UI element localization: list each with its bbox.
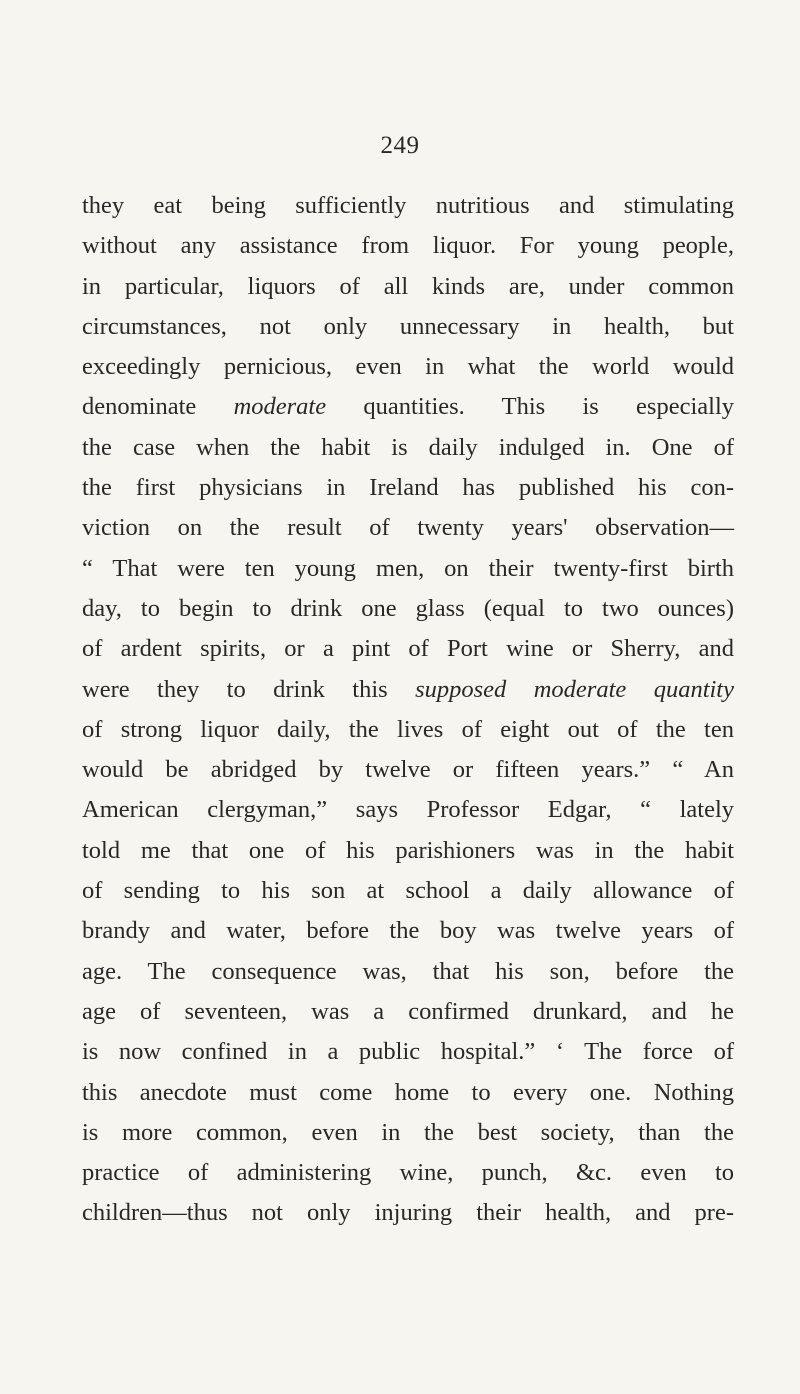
text-line: of strong liquor daily, the lives of eight out of the ten bbox=[82, 715, 734, 743]
body-text bbox=[82, 186, 734, 1234]
text-line: told me that one of his parishioners was in the habit bbox=[82, 836, 734, 864]
italic-text: supposed moderate quantity bbox=[415, 675, 734, 703]
text-line: of sending to his son at school a daily allowance of bbox=[82, 877, 734, 905]
text-line: this anecdote must come home to every one. Nothing bbox=[82, 1078, 734, 1106]
text-line: children—thus not only injuring their health, and pre- bbox=[82, 1199, 734, 1227]
text-line: is more common, even in the best society, than the bbox=[82, 1118, 734, 1146]
text-line: day, to begin to drink one glass (equal to two ounces) bbox=[82, 594, 734, 622]
text-line: in particular, liquors of all kinds are, under common bbox=[82, 272, 734, 300]
text-line: would be abridged by twelve or fifteen years.” “ An bbox=[82, 756, 734, 784]
text-line: age of seventeen, was a confirmed drunkard, and he bbox=[82, 997, 734, 1025]
text-line: the case when the habit is daily indulged in. One of bbox=[82, 433, 734, 461]
text-line: American clergyman,” says Professor Edgar, “ lately bbox=[82, 796, 734, 824]
text-line: of ardent spirits, or a pint of Port wine or Sherry, and bbox=[82, 635, 734, 663]
text-line: without any assistance from liquor. For young people, bbox=[82, 232, 734, 260]
text-line: circumstances, not only unnecessary in health, but bbox=[82, 312, 734, 340]
text-line: is now confined in a public hospital.” ‘ The force of bbox=[82, 1038, 734, 1066]
text-line: “ That were ten young men, on their twenty-first birth bbox=[82, 554, 734, 582]
page-number: 249 bbox=[380, 132, 420, 159]
text-line: were they to drink this supposed moderate quantity bbox=[82, 675, 734, 703]
text-line: the first physicians in Ireland has published his con- bbox=[82, 474, 734, 502]
text-line: practice of administering wine, punch, &c. even to bbox=[82, 1159, 734, 1187]
text-line: denominate moderate quantities. This is especially bbox=[82, 393, 735, 421]
text-line: viction on the result of twenty years' observation— bbox=[82, 514, 734, 542]
text-line: age. The consequence was, that his son, before the bbox=[82, 957, 734, 985]
text-line: exceedingly pernicious, even in what the world would bbox=[82, 353, 734, 381]
text-line: brandy and water, before the boy was twelve years of bbox=[82, 917, 734, 945]
text-line: they eat being sufficiently nutritious and stimulating bbox=[82, 192, 734, 219]
italic-text: moderate bbox=[233, 393, 327, 421]
